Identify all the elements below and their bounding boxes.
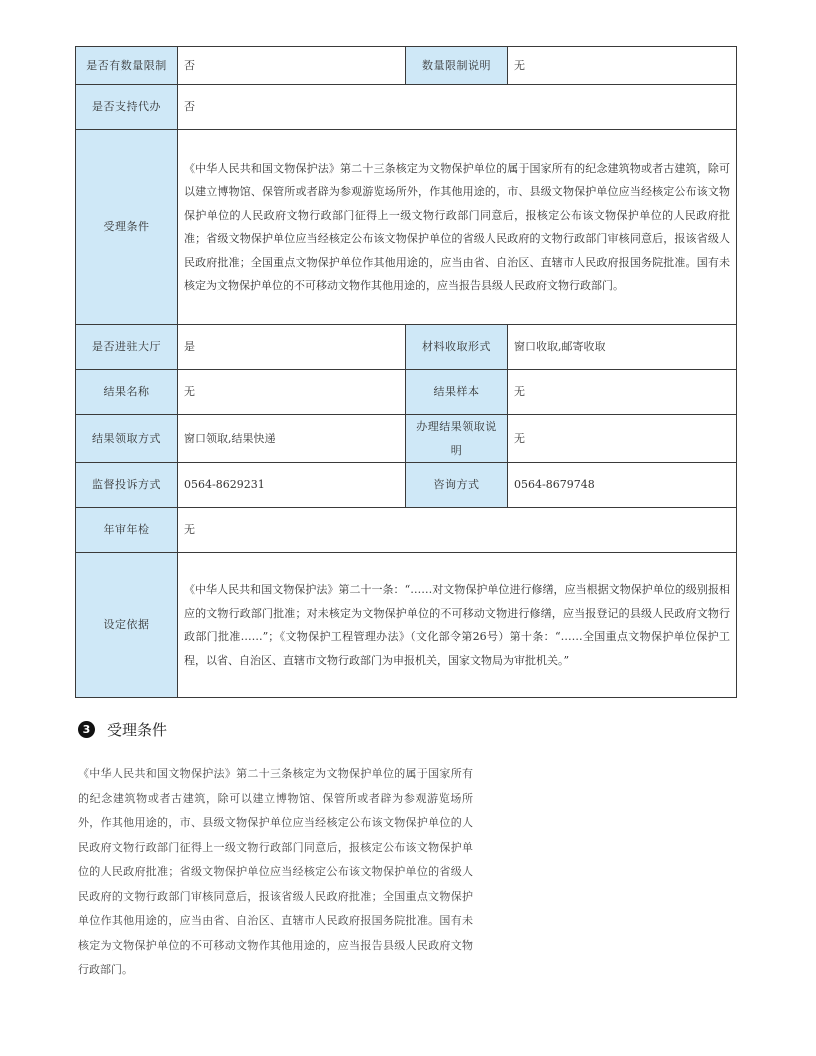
table-row [76,370,737,415]
table-row [76,325,737,370]
legal-basis-label: 设定依据 [76,553,178,698]
quantity-limit-value: 否 [178,47,406,85]
result-pickup-value: 窗口领取,结果快递 [178,415,406,463]
table-row [76,85,737,130]
result-sample-label: 结果样本 [406,370,508,415]
table-row [76,508,737,553]
section-body-text: 《中华人民共和国文物保护法》第二十三条核定为文物保护单位的属于国家所有的纪念建筑物或者古建筑，除可以建立博物馆、保管所或者辟为参观游览场所外，作其他用途的，市、县级文物保护单位应当经核定公布该文物保护单位的人民政府文物行政部门征得上一级文物行政部门同意后，报核定公布该文物保护单位的人民政府批准；省级文物保护单位应当经核定公布该文物保护单位的省级人民政府的文物行政部门审核同意后，报该省级人民政府批准；全国重点文物保护单位作其他用途的，应当由省、自治区、直辖市人民政府报国务院批准。国有未核定为文物保护单位的不可移动文物作其他用途的，应当报告县级人民政府文物行政部门。 [78,767,473,976]
quantity-limit-desc-value: 无 [508,47,737,85]
quantity-limit-label: 是否有数量限制 [76,47,178,85]
hall-label: 是否进驻大厅 [76,325,178,370]
complaint-label: 监督投诉方式 [76,463,178,508]
section-title: 受理条件 [107,721,168,739]
table-row [76,463,737,508]
section-number-badge: 3 [78,721,95,738]
consult-value: 0564-8679748 [508,463,737,508]
hall-value: 是 [178,325,406,370]
result-pickup-desc-label: 办理结果领取说明 [406,415,508,463]
table-row [76,47,737,85]
legal-basis-value: 《中华人民共和国文物保护法》第二十一条：“……对文物保护单位进行修缮，应当根据文物保护单位的级别报相应的文物行政部门批准；对未核定为文物保护单位的不可移动文物进行修缮，应当报登记的县级人民政府文物行政部门批准……”；《文物保护工程管理办法》（文化部令第26号）第十条：“……全国重点文物保护单位保护工程，以省、自治区、直辖市文物行政部门为申报机关，国家文物局为审批机关。” [178,553,737,698]
result-sample-value: 无 [508,370,737,415]
complaint-value: 0564-8629231 [178,463,406,508]
result-name-label: 结果名称 [76,370,178,415]
table-row [76,553,737,698]
accept-condition-label: 受理条件 [76,130,178,325]
table-row [76,130,737,325]
accept-condition-value: 《中华人民共和国文物保护法》第二十三条核定为文物保护单位的属于国家所有的纪念建筑物或者古建筑，除可以建立博物馆、保管所或者辟为参观游览场所外，作其他用途的，市、县级文物保护单位应当经核定公布该文物保护单位的人民政府文物行政部门征得上一级文物行政部门同意后，报核定公布该文物保护单位的人民政府批准；省级文物保护单位应当经核定公布该文物保护单位的省级人民政府的文物行政部门审核同意后，报该省级人民政府批准；全国重点文物保护单位作其他用途的，应当由省、自治区、直辖市人民政府报国务院批准。国有未核定为文物保护单位的不可移动文物作其他用途的，应当报告县级人民政府文物行政部门。 [178,130,737,325]
consult-label: 咨询方式 [406,463,508,508]
material-label: 材料收取形式 [406,325,508,370]
annual-inspection-label: 年审年检 [76,508,178,553]
section-heading [78,719,167,740]
proxy-value: 否 [178,85,737,130]
proxy-label: 是否支持代办 [76,85,178,130]
material-value: 窗口收取,邮寄收取 [508,325,737,370]
result-name-value: 无 [178,370,406,415]
service-info-table [75,46,737,698]
result-pickup-desc-value: 无 [508,415,737,463]
result-pickup-label: 结果领取方式 [76,415,178,463]
annual-inspection-value: 无 [178,508,737,553]
table-row [76,415,737,463]
quantity-limit-desc-label: 数量限制说明 [406,47,508,85]
